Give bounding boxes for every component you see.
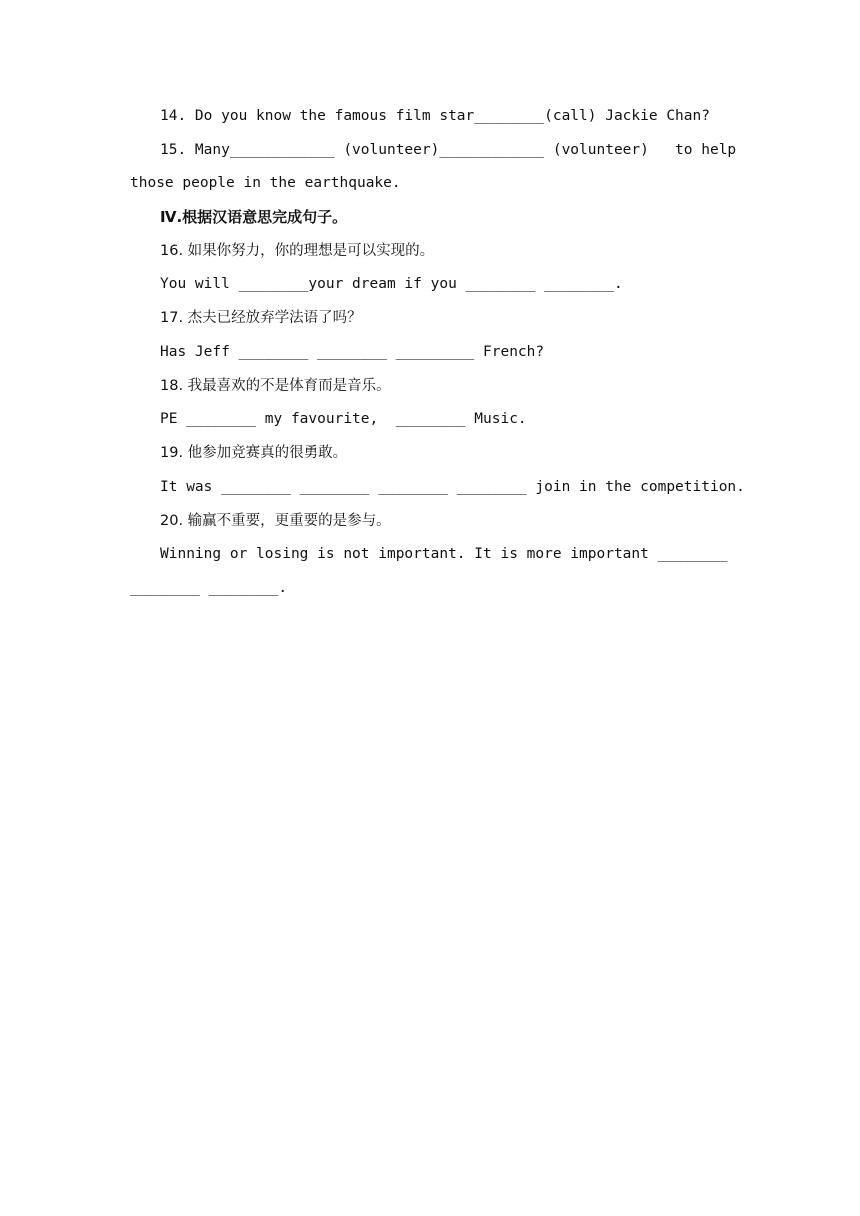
question-20-english-line-1: Winning or losing is not important. It is more important ________ — [160, 546, 728, 562]
question-20-chinese: 20. 输赢不重要，更重要的是参与。 — [160, 513, 391, 529]
question-19-chinese: 19. 他参加竞赛真的很勇敢。 — [160, 445, 348, 461]
question-17-english: Has Jeff ________ ________ _________ French? — [160, 344, 545, 360]
question-20-english-line-2: ________ ________. — [130, 580, 288, 596]
question-14: 14. Do you know the famous film star________(call) Jackie Chan? — [160, 108, 710, 124]
section-4-heading: Ⅳ.根据汉语意思完成句子。 — [160, 208, 348, 226]
question-15-line-2: those people in the earthquake. — [130, 175, 401, 191]
question-17-chinese: 17. 杰夫已经放弃学法语了吗？ — [160, 310, 362, 326]
question-19-english: It was ________ ________ ________ ________ join in the competition. — [160, 479, 745, 495]
question-15-line-1: 15. Many____________ (volunteer)____________ (volunteer) to help — [160, 142, 737, 158]
question-16-english: You will ________your dream if you ________ ________. — [160, 276, 623, 292]
question-16-chinese: 16. 如果你努力，你的理想是可以实现的。 — [160, 243, 435, 259]
question-18-english: PE ________ my favourite, ________ Music. — [160, 411, 527, 427]
question-18-chinese: 18. 我最喜欢的不是体育而是音乐。 — [160, 378, 391, 394]
